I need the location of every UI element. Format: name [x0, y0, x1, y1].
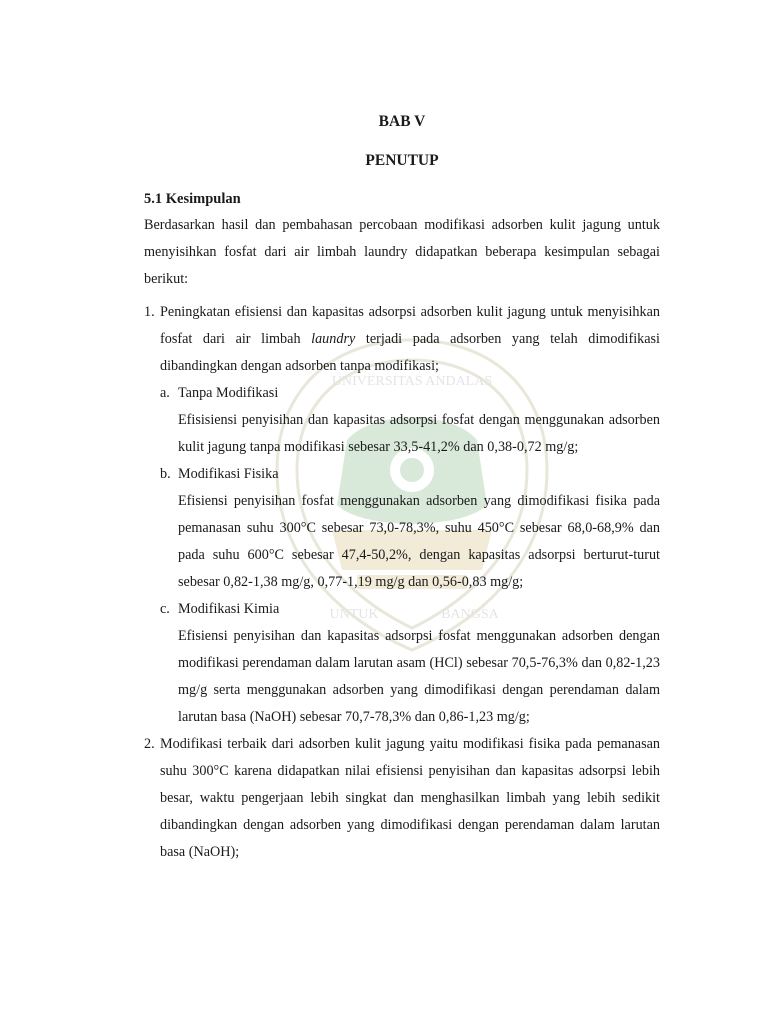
intro-paragraph: Berdasarkan hasil dan pembahasan percobaan modifikasi adsorben kulit jagung untuk menyisihkan fosfat dari air limbah laundry didapatkan beberapa kesimpulan sebagai berikut: — [144, 217, 660, 287]
item-text — [160, 299, 660, 380]
sub-item-a — [160, 380, 660, 461]
sub-item-body: Efisiensi penyisihan dan kapasitas adsorpsi fosfat menggunakan adsorben dengan modifikasi perendaman dalam larutan asam (HCl) sebesar 70,5-76,3% dan 0,82-1,23 mg/g serta menggunakan adsorben yang dimodifikasi dengan perendaman dalam larutan basa (NaOH) sebesar 70,7-78,3% dan 0,86-1,23 mg/g; — [178, 628, 660, 725]
watermark-bottom-right: BANGSA — [441, 607, 499, 622]
sub-item-title: Modifikasi Kimia — [178, 601, 280, 617]
sub-item-letter: b. — [160, 466, 171, 482]
sub-item-body: Efisiensi penyisihan fosfat menggunakan adsorben yang dimodifikasi fisika pada pemanasan suhu 300°C sebesar 73,0-78,3%, suhu 450°C sebesar 68,0-68,9% dan pada suhu 600°C sebesar 47,4-50,2%, dengan kapasitas adsorpsi berturut-turut sebesar 0,82-1,38 mg/g, 0,77-1,19 mg/g dan 0,56-0,83 mg/g; — [178, 493, 660, 590]
sub-item-title: Modifikasi Fisika — [178, 466, 279, 482]
sub-item-c — [160, 596, 660, 731]
sub-item-b — [160, 461, 660, 596]
sub-item-letter: c. — [160, 601, 170, 617]
list-item-1 — [144, 299, 660, 731]
chapter-number: BAB V — [378, 113, 426, 130]
item-text: Modifikasi terbaik dari adsorben kulit jagung yaitu modifikasi fisika pada pemanasan suhu 300°C karena didapatkan nilai efisiensi penyisihan dan kapasitas adsorpsi lebih besar, waktu pengerjaan lebih singkat dan menghasilkan limbah yang lebih sedikit dibandingkan dengan adsorben yang dimodifikasi dengan perendaman dalam larutan basa (NaOH); — [160, 736, 660, 860]
sub-item-letter: a. — [160, 385, 170, 401]
list-item-2 — [144, 731, 660, 866]
chapter-title: PENUTUP — [365, 152, 439, 169]
item-text-before: Peningkatan efisiensi dan kapasitas adsorpsi adsorben kulit jagung untuk menyisihkan fosfat dari air limbah — [160, 304, 660, 347]
item-text-italic: laundry — [311, 331, 356, 347]
conclusion-list — [144, 299, 660, 866]
sub-item-body: Efisisiensi penyisihan dan kapasitas adsorpsi fosfat dengan menggunakan adsorben kulit jagung tanpa modifikasi sebesar 33,5-41,2% dan 0,38-0,72 mg/g; — [178, 412, 660, 455]
item-text-after: terjadi pada adsorben yang telah dimodifikasi dibandingkan dengan adsorben tanpa modifikasi; — [160, 331, 660, 374]
item-number: 2. — [144, 736, 155, 752]
item-number: 1. — [144, 304, 155, 320]
sub-item-title: Tanpa Modifikasi — [178, 385, 279, 401]
watermark-top-text: UNIVERSITAS ANDALAS — [331, 374, 493, 389]
section-heading: 5.1 Kesimpulan — [144, 191, 241, 207]
watermark-bottom-left: UNTUK — [329, 607, 379, 622]
